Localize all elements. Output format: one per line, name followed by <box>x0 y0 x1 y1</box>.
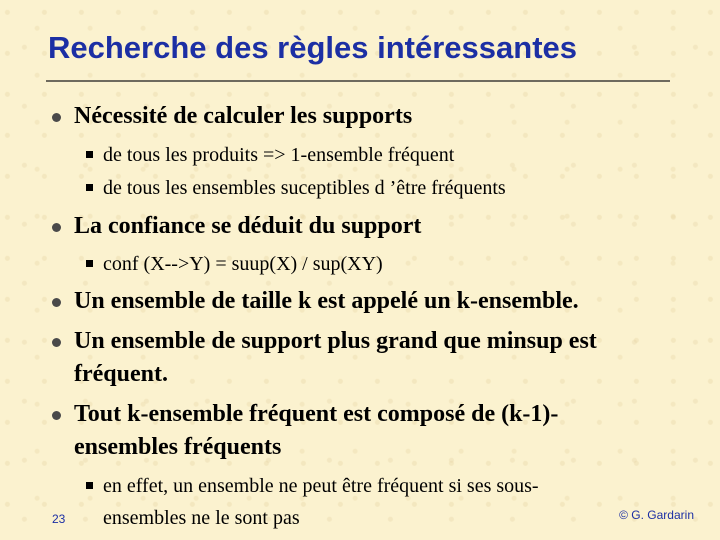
bullet-item <box>74 325 704 391</box>
bullet-dot <box>52 223 61 232</box>
sub-item-text: en effet, un ensemble ne peut être fréquent si ses sous- <box>103 475 539 497</box>
sub-item <box>86 248 383 280</box>
sub-item <box>86 470 539 534</box>
sub-item <box>86 172 506 204</box>
square-bullet-icon <box>86 184 93 191</box>
square-bullet-icon <box>86 482 93 489</box>
bullet-item: La confiance se déduit du support <box>74 213 422 239</box>
bullet-line: Tout k-ensemble fréquent est composé de (k-1)- <box>74 401 559 427</box>
page-number: 23 <box>52 512 66 526</box>
bullet-dot <box>52 113 61 122</box>
bullet-line: Un ensemble de support plus grand que minsup est <box>74 328 597 354</box>
sub-item-text: ensembles ne le sont pas <box>103 507 300 529</box>
square-bullet-icon <box>86 260 93 267</box>
copyright-notice: © G. Gardarin <box>619 508 694 522</box>
sub-item-text: de tous les ensembles suceptibles d ’être fréquents <box>103 177 506 199</box>
slide-title: Recherche des règles intéressantes <box>48 30 577 65</box>
bullet-line: ensembles fréquents <box>74 434 282 460</box>
bullet-item: Nécessité de calculer les supports <box>74 103 413 129</box>
sub-item-text: conf (X-->Y) = suup(X) / sup(XY) <box>103 253 383 275</box>
bullet-dot <box>52 411 61 420</box>
square-bullet-icon <box>86 151 93 158</box>
sub-item-text: de tous les produits => 1-ensemble fréquent <box>103 144 455 166</box>
title-divider <box>46 80 670 82</box>
bullet-dot <box>52 338 61 347</box>
bullet-dot <box>52 298 61 307</box>
bullet-line: fréquent. <box>74 361 168 387</box>
bullet-item: Un ensemble de taille k est appelé un k-ensemble. <box>74 288 579 314</box>
bullet-item <box>74 398 704 464</box>
sub-item <box>86 139 454 171</box>
